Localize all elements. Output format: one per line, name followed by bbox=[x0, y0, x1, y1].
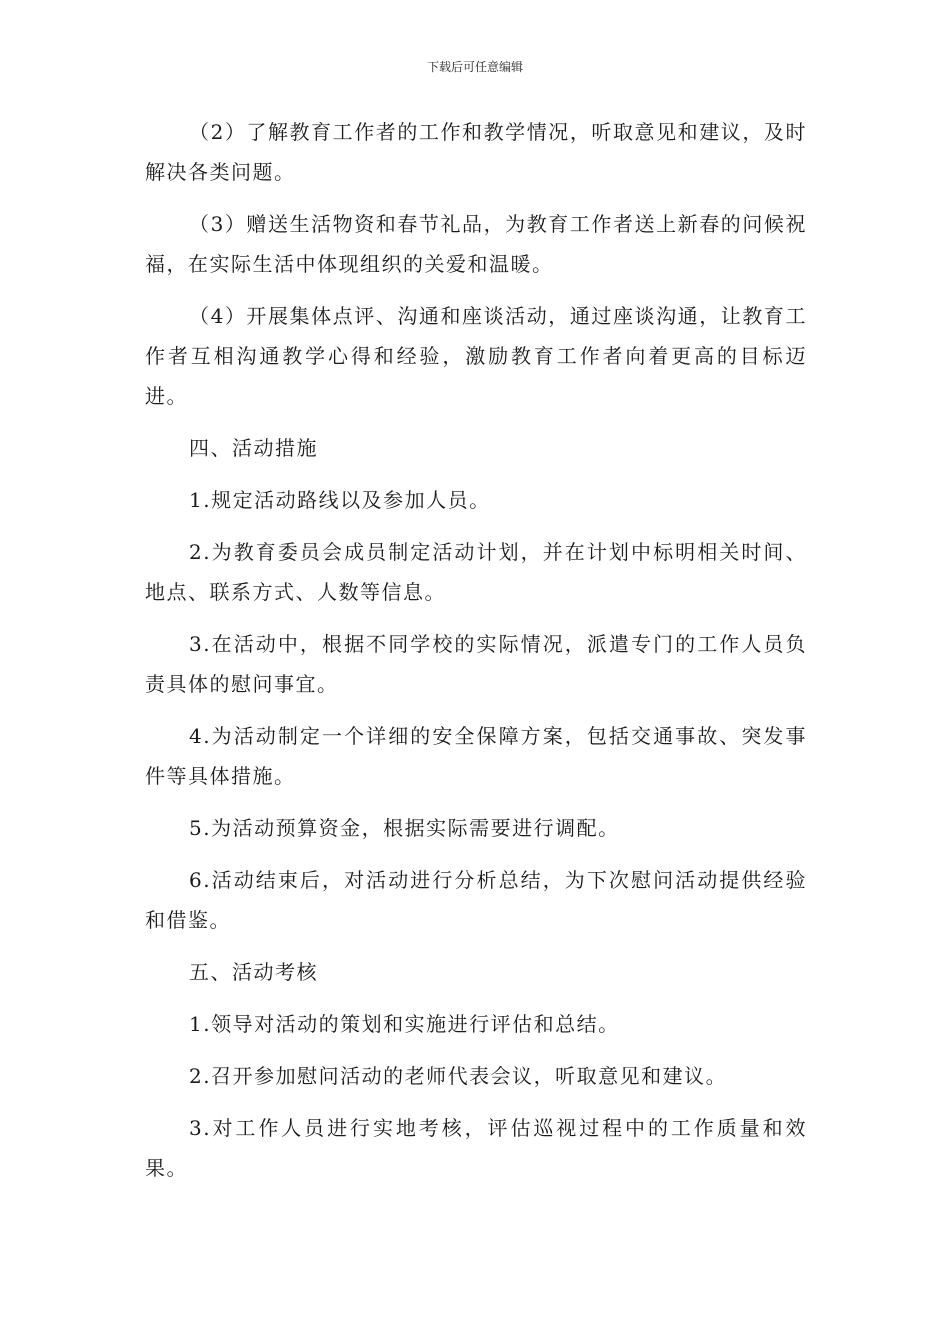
assessment-item-2: 2.召开参加慰问活动的老师代表会议，听取意见和建议。 bbox=[189, 1064, 728, 1088]
measure-item-4: 4.为活动制定一个详细的安全保障方案，包括交通事故、突发事件等具体措施。 bbox=[145, 724, 807, 788]
paragraph-item-2: （2）了解教育工作者的工作和教学情况，听取意见和建议，及时解决各类问题。 bbox=[145, 120, 807, 184]
document-body bbox=[145, 112, 807, 1200]
section-heading-assessment: 五、活动考核 bbox=[189, 960, 318, 984]
measure-item-3: 3.在活动中，根据不同学校的实际情况，派遣专门的工作人员负责具体的慰问事宜。 bbox=[145, 632, 807, 696]
measure-item-2: 2.为教育委员会成员制定活动计划，并在计划中标明相关时间、地点、联系方式、人数等信息。 bbox=[145, 540, 807, 604]
measure-item-1: 1.规定活动路线以及参加人员。 bbox=[189, 488, 491, 512]
paragraph-item-4: （4）开展集体点评、沟通和座谈活动，通过座谈沟通，让教育工作者互相沟通教学心得和经验，激励教育工作者向着更高的目标迈进。 bbox=[145, 304, 807, 408]
section-heading-measures: 四、活动措施 bbox=[189, 436, 318, 460]
assessment-item-1: 1.领导对活动的策划和实施进行评估和总结。 bbox=[189, 1012, 620, 1036]
assessment-item-3: 3.对工作人员进行实地考核，评估巡视过程中的工作质量和效果。 bbox=[145, 1116, 807, 1180]
paragraph-item-3: （3）赠送生活物资和春节礼品，为教育工作者送上新春的问候祝福，在实际生活中体现组织的关爱和温暖。 bbox=[145, 212, 807, 276]
measure-item-5: 5.为活动预算资金，根据实际需要进行调配。 bbox=[189, 816, 620, 840]
measure-item-6: 6.活动结束后，对活动进行分析总结，为下次慰问活动提供经验和借鉴。 bbox=[145, 868, 807, 932]
page-header: 下载后可任意编辑 bbox=[426, 60, 523, 74]
